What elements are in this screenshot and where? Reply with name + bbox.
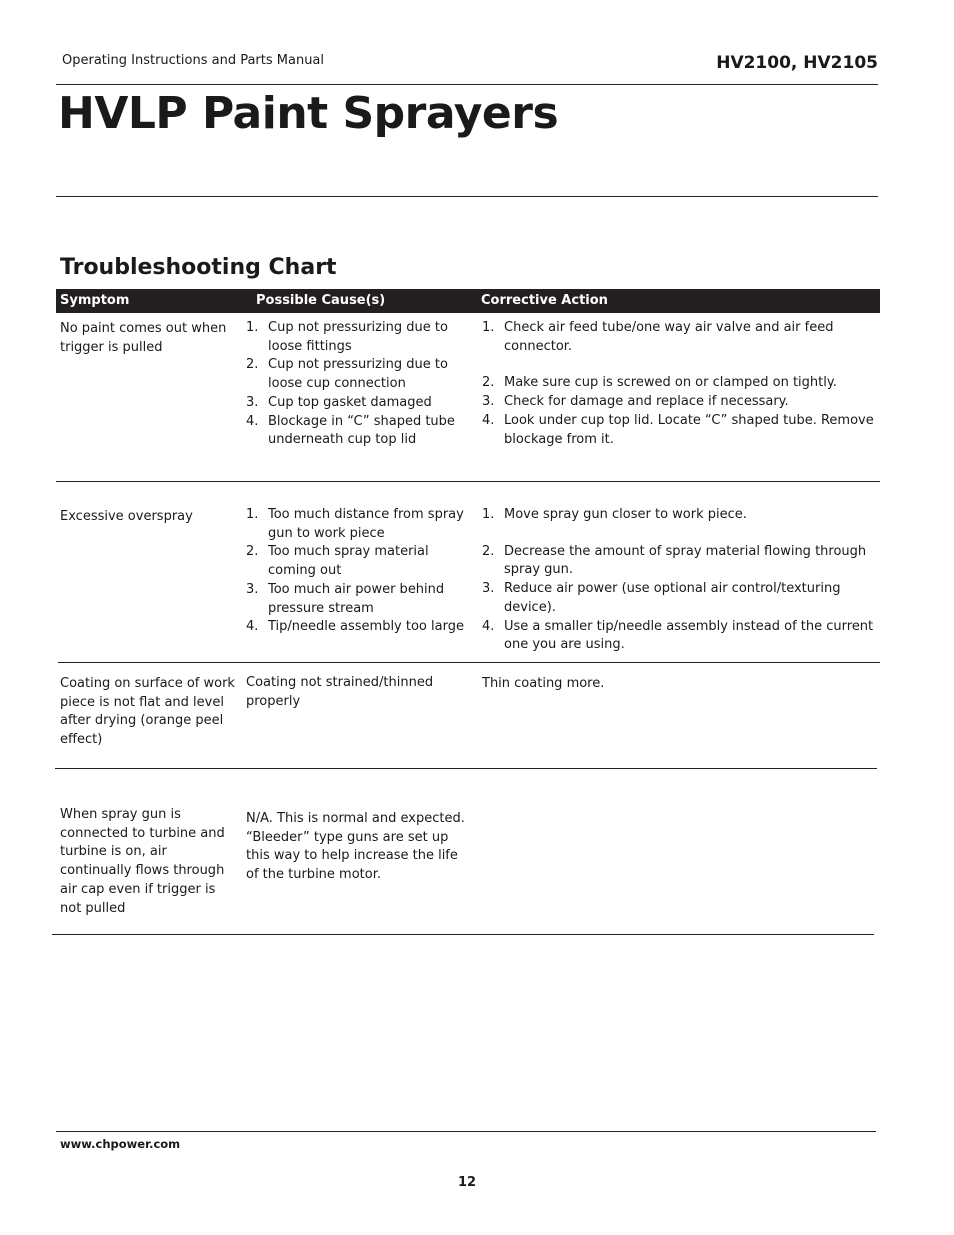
list-item: 2. Make sure cup is screwed on or clamped on tightly. <box>482 375 837 391</box>
symptom-cell: Coating on surface of work piece is not flat and level after drying (orange peel effect) <box>60 676 235 748</box>
list-item: 3. Check for damage and replace if necessary. <box>482 394 789 410</box>
actions-cell: Thin coating more. <box>482 676 605 691</box>
list-item: 2. Decrease the amount of spray material flowing through spray gun. <box>482 543 867 578</box>
list-item: 3. Cup top gasket damaged <box>246 394 432 410</box>
causes-cell: N/A. This is normal and expected. “Bleeder” type guns are set up this way to help increase the life of the turbine motor. <box>246 811 465 883</box>
actions-cell <box>482 319 878 449</box>
page-title: HVLP Paint Sprayers <box>58 88 559 139</box>
row-divider <box>56 481 880 482</box>
symptom-cell: Excessive overspray <box>60 509 193 524</box>
list-item: 2. Cup not pressurizing due to loose cup connection <box>246 357 448 392</box>
list-item: 1. Too much distance from spray gun to work piece <box>246 507 464 541</box>
table-header <box>56 289 880 313</box>
row-divider <box>52 934 874 935</box>
list-item: 1. Check air feed tube/one way air valve and air feed connector. <box>482 320 834 354</box>
list-item: 3. Too much air power behind pressure stream <box>246 581 445 616</box>
document-title: Operating Instructions and Parts Manual <box>62 53 325 68</box>
list-item: 1. Cup not pressurizing due to loose fittings <box>246 320 448 354</box>
footer-url: www.chpower.com <box>60 1137 181 1151</box>
causes-cell: Coating not strained/thinned properly <box>246 675 434 709</box>
row-divider <box>55 768 877 769</box>
footer-divider <box>56 1131 876 1132</box>
symptom-cell: When spray gun is connected to turbine and turbine is on, air continually flows through air cap even if trigger is not pulled <box>60 807 225 916</box>
section-title: Troubleshooting Chart <box>60 255 337 280</box>
list-item: 4. Look under cup top lid. Locate “C” shaped tube. Remove blockage from it. <box>482 412 874 447</box>
row-divider <box>58 662 880 663</box>
title-divider <box>56 196 878 197</box>
model-numbers: HV2100, HV2105 <box>716 53 878 73</box>
list-item: 4. Use a smaller tip/needle assembly instead of the current one you are using. <box>482 618 874 653</box>
column-header-action: Corrective Action <box>481 293 608 308</box>
list-item: 1. Move spray gun closer to work piece. <box>482 507 747 522</box>
causes-cell <box>246 319 468 450</box>
header-divider <box>56 84 878 85</box>
list-item: 4. Blockage in “C” shaped tube underneath cup top lid <box>246 413 455 448</box>
symptom-cell: No paint comes out when trigger is pulled <box>60 321 227 355</box>
column-header-symptom: Symptom <box>60 293 130 308</box>
actions-cell <box>482 506 878 655</box>
list-item: 3. Reduce air power (use optional air control/texturing device). <box>482 581 841 615</box>
page-number: 12 <box>457 1175 477 1190</box>
list-item: 2. Too much spray material coming out <box>246 544 429 579</box>
list-item: 4. Tip/needle assembly too large <box>246 619 464 635</box>
column-header-causes: Possible Cause(s) <box>256 293 386 308</box>
causes-cell <box>246 506 468 637</box>
